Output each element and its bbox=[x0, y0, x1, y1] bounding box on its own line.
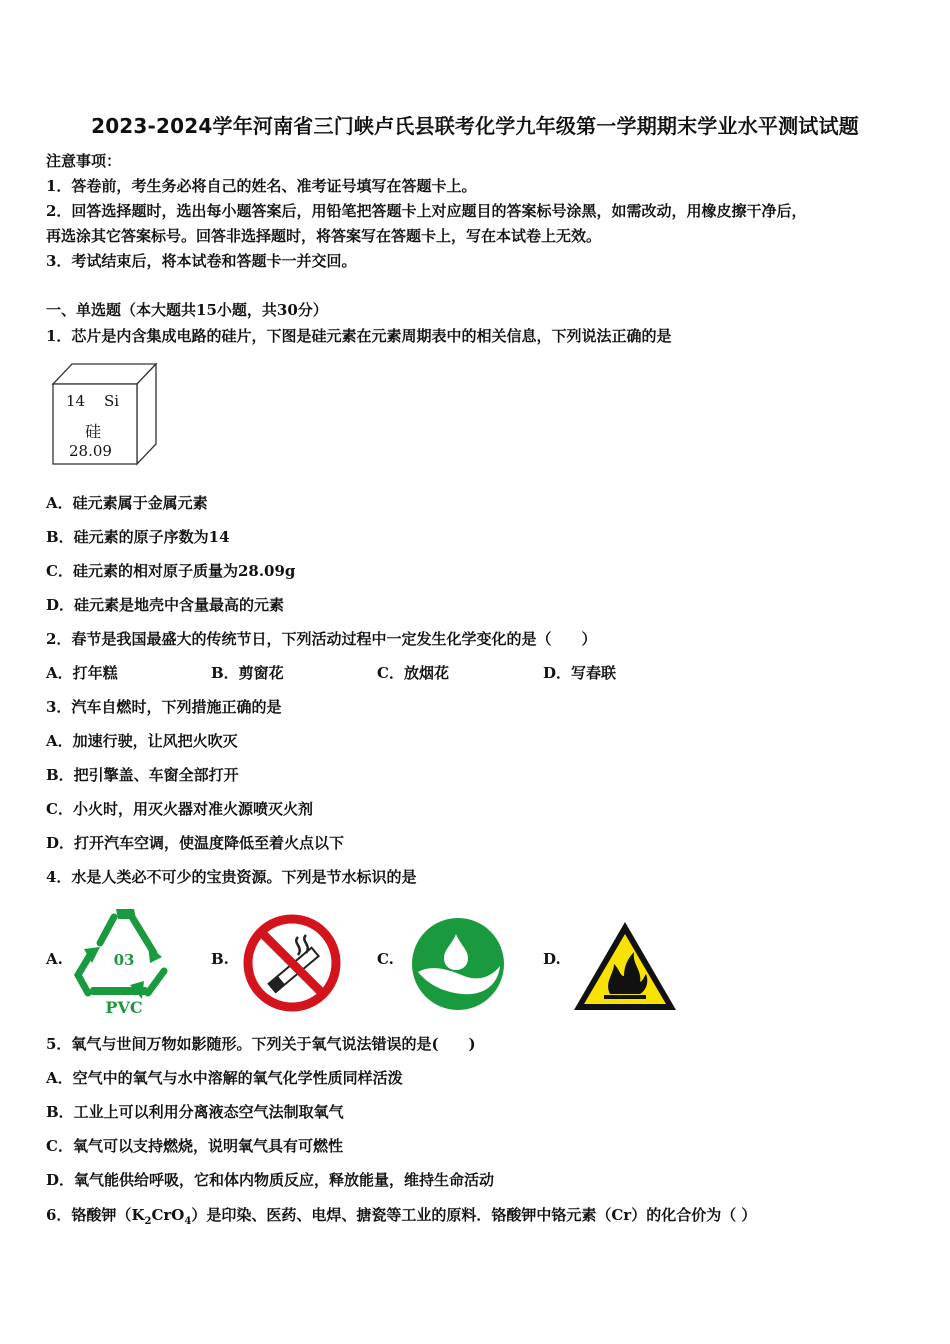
option: B．工业上可以利用分离液态空气法制取氧气 bbox=[46, 1103, 344, 1121]
element-name: 硅 bbox=[85, 422, 102, 441]
option: D．打开汽车空调，使温度降低至着火点以下 bbox=[46, 834, 345, 852]
option: C．放烟花 bbox=[377, 664, 449, 682]
subscript: 2 bbox=[144, 1216, 152, 1227]
recycle-code: 03 bbox=[113, 951, 135, 969]
atomic-mass: 28.09 bbox=[69, 442, 112, 460]
question-2-stem: 2．春节是我国最盛大的传统节日，下列活动过程中一定发生化学变化的是（ ） bbox=[46, 630, 597, 648]
option: D．写春联 bbox=[543, 664, 617, 682]
page-title: 2023-2024学年河南省三门峡卢氏县联考化学九年级第一学期期末学业水平测试试题 bbox=[91, 114, 859, 138]
no-smoking-icon bbox=[242, 913, 342, 1013]
recycle-text: PVC bbox=[105, 998, 143, 1017]
option: C．氧气可以支持燃烧，说明氧气具有可燃性 bbox=[46, 1137, 343, 1155]
option: C．小火时，用灭火器对准火源喷灭火剂 bbox=[46, 800, 313, 818]
question-3-stem: 3．汽车自燃时，下列措施正确的是 bbox=[46, 698, 282, 716]
flammable-warning-icon bbox=[570, 918, 680, 1014]
atomic-number: 14 bbox=[66, 392, 86, 410]
section-heading: 一、单选题（本大题共15小题，共30分） bbox=[46, 301, 328, 319]
notice-item: 1．答卷前，考生务必将自己的姓名、准考证号填写在答题卡上。 bbox=[46, 177, 477, 195]
option-label: D. bbox=[543, 950, 561, 968]
option-label: B. bbox=[211, 950, 229, 968]
option: A．空气中的氧气与水中溶解的氧气化学性质同样活泼 bbox=[46, 1069, 403, 1087]
option: D．氧气能供给呼吸，它和体内物质反应，释放能量，维持生命活动 bbox=[46, 1171, 495, 1189]
option: B．把引擎盖、车窗全部打开 bbox=[46, 766, 239, 784]
option: A．硅元素属于金属元素 bbox=[46, 494, 208, 512]
question-5-stem: 5．氧气与世间万物如影随形。下列关于氧气说法错误的是( ) bbox=[46, 1035, 476, 1053]
option: D．硅元素是地壳中含量最高的元素 bbox=[46, 596, 285, 614]
question-6-stem-part: ）是印染、医药、电焊、搪瓷等工业的原料．铬酸钾中铬元素（Cr）的化合价为（ ） bbox=[191, 1206, 757, 1224]
option-label: A. bbox=[46, 950, 63, 968]
question-6-stem-part: CrO bbox=[151, 1206, 185, 1224]
notice-item: 再选涂其它答案标号。回答非选择题时，将答案写在答题卡上，写在本试卷上无效。 bbox=[46, 227, 602, 245]
question-6-stem-part: 6．铬酸钾（K bbox=[46, 1206, 145, 1224]
notice-item: 3．考试结束后，将本试卷和答题卡一并交回。 bbox=[46, 252, 357, 270]
notice-header: 注意事项： bbox=[46, 152, 122, 170]
recycle-pvc-icon bbox=[70, 905, 178, 1017]
option: B．剪窗花 bbox=[211, 664, 284, 682]
element-symbol: Si bbox=[104, 392, 120, 410]
question-1-stem: 1．芯片是内含集成电路的硅片，下图是硅元素在元素周期表中的相关信息，下列说法正确的是 bbox=[46, 327, 672, 345]
periodic-cell-si bbox=[50, 362, 160, 468]
option-label: C. bbox=[377, 950, 394, 968]
option: A．加速行驶，让风把火吹灭 bbox=[46, 732, 238, 750]
subscript: 4 bbox=[184, 1216, 192, 1227]
question-4-stem: 4．水是人类必不可少的宝贵资源。下列是节水标识的是 bbox=[46, 868, 417, 886]
notice-item: 2．回答选择题时，选出每小题答案后，用铅笔把答题卡上对应题目的答案标号涂黑，如需改动，用橡皮擦干净后， bbox=[46, 202, 807, 220]
option: C．硅元素的相对原子质量为28.09g bbox=[46, 562, 296, 580]
option: A．打年糕 bbox=[46, 664, 118, 682]
question-6-stem bbox=[46, 1205, 756, 1232]
option: B．硅元素的原子序数为14 bbox=[46, 528, 230, 546]
water-saving-icon bbox=[410, 916, 506, 1012]
